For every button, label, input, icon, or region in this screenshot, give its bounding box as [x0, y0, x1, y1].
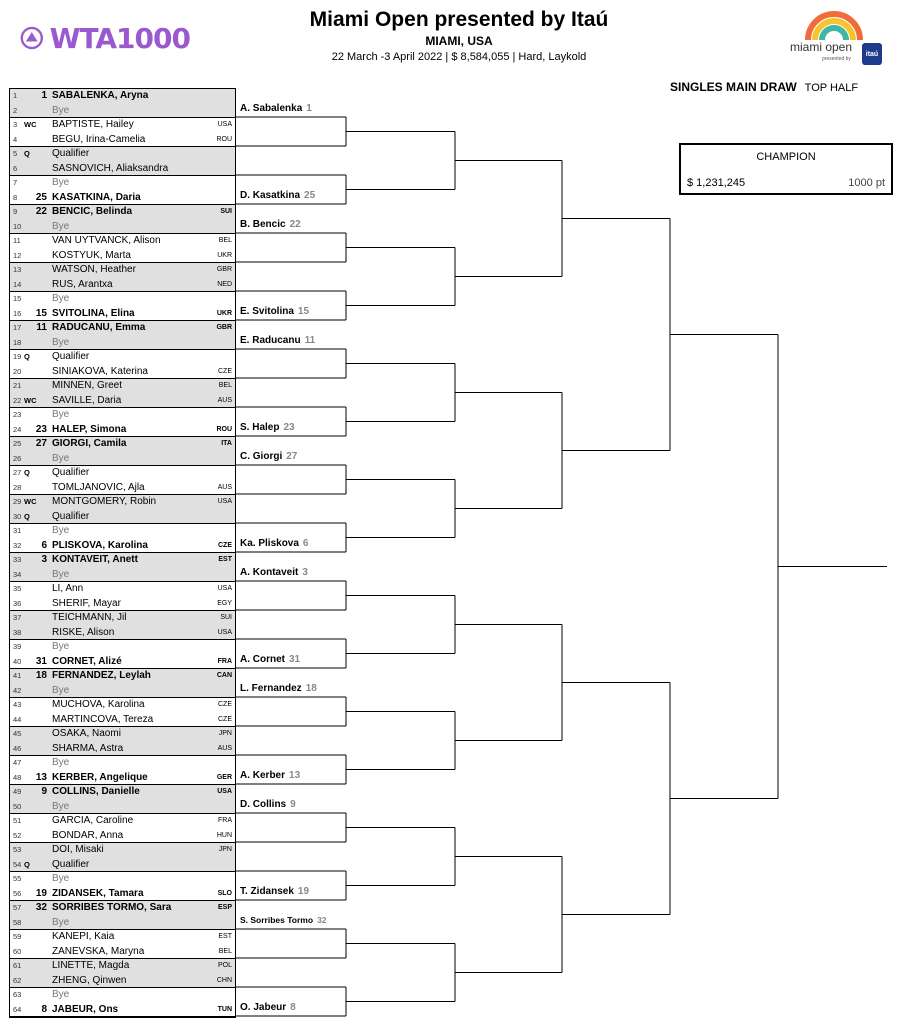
seed-number: 19	[35, 887, 47, 899]
draw-position: 36	[13, 598, 22, 608]
player-name: PLISKOVA, Karolina	[52, 539, 148, 551]
round2-player	[240, 190, 315, 201]
country-code: FRA	[217, 657, 232, 665]
draw-position: 59	[13, 932, 22, 941]
player-name: Bye	[52, 293, 70, 304]
champion-prize: $ 1,231,245	[687, 177, 746, 189]
country-code: TUN	[217, 1005, 232, 1013]
player-name: SABALENKA, Aryna	[52, 90, 149, 101]
player-name: COLLINS, Danielle	[52, 786, 140, 797]
country-code: ROU	[216, 135, 232, 143]
draw-position: 18	[13, 337, 22, 347]
player-name: MINNEN, Greet	[52, 380, 123, 391]
draw-position: 61	[13, 961, 22, 970]
player-name: Bye	[52, 220, 70, 232]
champion-title: CHAMPION	[756, 151, 816, 163]
seed-number: 1	[41, 90, 47, 101]
player-name: BENCIC, Belinda	[52, 206, 133, 217]
country-code: BEL	[218, 382, 232, 389]
round2-player	[240, 799, 296, 810]
seed-number: 8	[41, 1003, 47, 1015]
draw-position: 30	[13, 511, 22, 521]
round2-seed: 3	[302, 567, 308, 578]
player-name: SVITOLINA, Elina	[52, 307, 135, 319]
draw-position: 6	[13, 163, 18, 173]
draw-position: 31	[13, 526, 22, 535]
draw-position: 26	[13, 453, 22, 463]
draw-position: 32	[13, 540, 22, 550]
player-name: Bye	[52, 800, 70, 812]
round2-seed: 22	[289, 219, 301, 230]
round2-player	[240, 451, 297, 462]
round2-name: C. Giorgi	[240, 451, 283, 462]
round2-player	[240, 422, 295, 433]
round2-name: A. Kontaveit	[240, 567, 299, 578]
draw-position: 1	[13, 91, 18, 100]
player-name: BEGU, Irina-Camelia	[52, 133, 146, 145]
round2-player	[240, 219, 301, 230]
draw-position: 53	[13, 845, 22, 854]
round2-seed: 31	[289, 654, 301, 665]
draw-position: 37	[13, 613, 22, 622]
player-name: Bye	[52, 989, 70, 1000]
entry-status: Q	[24, 511, 30, 521]
draw-position: 35	[13, 584, 22, 593]
country-code: USA	[217, 121, 232, 128]
player-name: MUCHOVA, Karolina	[52, 699, 145, 710]
draw-subtitle: TOP HALF	[804, 82, 859, 94]
draw-position: 14	[13, 279, 22, 289]
draw-position: 29	[13, 497, 22, 506]
draw-position: 4	[13, 134, 18, 144]
player-name: DOI, Misaki	[52, 844, 104, 855]
draw-position: 56	[13, 888, 22, 898]
round2-seed: 9	[290, 799, 296, 810]
round2-name: D. Kasatkina	[240, 190, 301, 201]
country-code: AUS	[217, 744, 232, 752]
round2-name: S. Sorribes Tormo	[240, 915, 314, 925]
draw-position: 19	[13, 352, 22, 361]
country-code: EGY	[217, 599, 232, 607]
round2-seed: 13	[289, 770, 301, 781]
country-code: JPN	[218, 846, 232, 853]
player-name: BAPTISTE, Hailey	[52, 119, 134, 130]
draw-position: 57	[13, 903, 22, 912]
draw-position: 47	[13, 758, 22, 767]
round2-player	[240, 335, 315, 346]
tournament-info: 22 March -3 April 2022 | $ 8,584,055 | Hard, Laykold	[331, 51, 587, 63]
entry-status: Q	[24, 149, 30, 158]
country-code: GER	[216, 773, 232, 781]
draw-position: 10	[13, 221, 22, 231]
country-code: UKR	[216, 309, 232, 317]
round2-name: B. Bencic	[240, 219, 286, 230]
country-code: BEL	[218, 947, 232, 955]
draw-position: 16	[13, 308, 22, 318]
player-name: MARTINCOVA, Tereza	[52, 713, 154, 725]
draw-position: 20	[13, 366, 22, 376]
country-code: AUS	[217, 396, 232, 404]
round2-player	[240, 886, 309, 897]
player-name: SASNOVICH, Aliaksandra	[52, 162, 169, 174]
round2-name: A. Sabalenka	[240, 103, 303, 114]
player-name: TOMLJANOVIC, Ajla	[52, 481, 145, 493]
round2-player	[240, 654, 300, 665]
country-code: FRA	[218, 817, 232, 824]
player-name: RISKE, Alison	[52, 626, 115, 638]
round2-player	[240, 770, 300, 781]
player-name: KASATKINA, Daria	[52, 191, 141, 203]
seed-number: 6	[41, 539, 47, 551]
draw-position: 54	[13, 859, 22, 869]
draw-position: 44	[13, 714, 22, 724]
draw-position: 22	[13, 395, 22, 405]
player-name: SHARMA, Astra	[52, 742, 124, 754]
wta-logo-text: WTA1000	[49, 21, 190, 55]
draw-title: SINGLES MAIN DRAW	[670, 80, 797, 94]
player-name: TEICHMANN, Jil	[52, 612, 127, 623]
player-name: GARCIA, Caroline	[52, 815, 134, 826]
player-name: LINETTE, Magda	[52, 960, 130, 971]
draw-position: 45	[13, 729, 22, 738]
seed-number: 15	[35, 307, 47, 319]
country-code: POL	[217, 962, 232, 969]
player-name: GIORGI, Camila	[52, 438, 127, 449]
country-code: ITA	[221, 440, 232, 447]
seed-number: 9	[41, 786, 47, 797]
player-name: Bye	[52, 452, 70, 464]
draw-position: 60	[13, 946, 22, 956]
player-name: Bye	[52, 757, 70, 768]
round2-player	[240, 306, 309, 317]
country-code: CZE	[218, 701, 232, 708]
round2-player	[240, 1002, 296, 1013]
player-name: SINIAKOVA, Katerina	[52, 365, 148, 377]
round2-seed: 27	[286, 451, 298, 462]
player-name: SAVILLE, Daria	[52, 394, 122, 406]
player-name: ZANEVSKA, Maryna	[52, 945, 145, 957]
draw-position: 25	[13, 439, 22, 448]
player-name: Bye	[52, 873, 70, 884]
player-name: Bye	[52, 641, 70, 652]
country-code: SUI	[220, 614, 232, 621]
player-name: RUS, Arantxa	[52, 278, 113, 290]
country-code: CZE	[218, 367, 232, 375]
player-name: Bye	[52, 684, 70, 696]
player-name: KANEPI, Kaia	[52, 931, 115, 942]
country-code: ESP	[217, 904, 232, 911]
entry-status: Q	[24, 468, 30, 477]
draw-position: 40	[13, 656, 22, 666]
entry-status: Q	[24, 859, 30, 869]
player-name: Qualifier	[52, 351, 90, 362]
player-name: VAN UYTVANCK, Alison	[52, 235, 161, 246]
draw-position: 46	[13, 743, 22, 753]
player-name: CORNET, Alizé	[52, 655, 122, 667]
player-name: WATSON, Heather	[52, 264, 136, 275]
draw-position: 51	[13, 816, 22, 825]
round2-seed: 25	[304, 190, 316, 201]
draw-position: 58	[13, 917, 22, 927]
country-code: GBR	[216, 266, 232, 273]
tournament-title: Miami Open presented by Itaú	[309, 8, 609, 31]
player-name: MONTGOMERY, Robin	[52, 496, 157, 507]
player-name: LI, Ann	[52, 583, 84, 594]
country-code: SLO	[217, 889, 232, 897]
entry-status: WC	[24, 497, 37, 506]
draw-position: 49	[13, 787, 22, 796]
round2-seed: 6	[302, 538, 309, 549]
draw-position: 28	[13, 482, 22, 492]
draw-position: 2	[13, 105, 18, 115]
draw-position: 17	[13, 323, 22, 332]
round2-name: E. Raducanu	[240, 335, 301, 346]
draw-position: 7	[13, 178, 18, 187]
draw-position: 42	[13, 685, 22, 695]
country-code: CZE	[218, 541, 232, 549]
draw-position: 8	[13, 192, 18, 202]
draw-position: 43	[13, 700, 22, 709]
country-code: NED	[217, 280, 232, 288]
round2-seed: 23	[283, 422, 295, 433]
seed-number: 23	[35, 423, 47, 435]
player-name: Qualifier	[52, 467, 90, 478]
country-code: GBR	[216, 324, 232, 331]
seed-number: 11	[36, 322, 47, 333]
round2-seed: 19	[297, 886, 310, 897]
country-code: USA	[217, 498, 232, 505]
player-name: KONTAVEIT, Anett	[52, 554, 138, 565]
country-code: SUI	[220, 208, 232, 215]
round2-player	[240, 538, 308, 549]
player-name: Bye	[52, 525, 70, 536]
seed-number: 31	[35, 655, 47, 667]
champion-points: 1000 pt	[848, 177, 885, 189]
draw-position: 55	[13, 874, 22, 883]
round2-name: A. Cornet	[240, 654, 285, 665]
draw-position: 48	[13, 772, 22, 782]
country-code: CAN	[216, 672, 232, 679]
player-name: Qualifier	[52, 148, 90, 159]
miami-presented-text: presented by	[822, 56, 851, 62]
country-code: USA	[217, 788, 232, 795]
country-code: USA	[217, 628, 232, 636]
country-code: ROU	[216, 425, 232, 433]
round2-seed: 32	[317, 915, 327, 925]
player-name: RADUCANU, Emma	[52, 322, 146, 333]
draw-position: 24	[13, 424, 22, 434]
seed-number: 18	[35, 670, 47, 681]
round2-name: E. Svitolina	[240, 306, 294, 317]
round2-player	[240, 567, 308, 578]
round2-name: L. Fernandez	[240, 683, 302, 694]
round2-seed: 11	[304, 335, 316, 346]
round2-seed: 15	[297, 306, 310, 317]
player-name: FERNANDEZ, Leylah	[52, 670, 151, 681]
draw-position: 33	[13, 555, 22, 564]
player-name: Bye	[52, 336, 70, 348]
draw-position: 5	[13, 149, 18, 158]
player-name: Bye	[52, 104, 70, 116]
country-code: AUS	[217, 483, 232, 491]
tournament-city: MIAMI, USA	[425, 34, 493, 48]
country-code: CHN	[216, 976, 232, 984]
player-name: KERBER, Angelique	[52, 771, 148, 783]
country-code: USA	[217, 585, 232, 592]
entry-status: Q	[24, 352, 30, 361]
country-code: UKR	[217, 251, 232, 259]
draw-position: 21	[13, 381, 22, 390]
player-name: Bye	[52, 568, 70, 580]
draw-position: 62	[13, 975, 22, 985]
country-code: EST	[218, 933, 232, 940]
draw-position: 52	[13, 830, 22, 840]
draw-position: 3	[13, 120, 18, 129]
country-code: CZE	[218, 715, 232, 723]
round2-seed: 8	[290, 1002, 296, 1013]
round2-player	[240, 683, 317, 694]
round2-seed: 18	[305, 683, 317, 694]
country-code: HUN	[216, 831, 232, 839]
player-name: SORRIBES TORMO, Sara	[52, 902, 172, 913]
country-code: BEL	[218, 237, 232, 244]
seed-number: 25	[35, 191, 47, 203]
round2-name: D. Collins	[240, 799, 287, 810]
seed-number: 3	[41, 554, 47, 565]
player-name: OSAKA, Naomi	[52, 728, 121, 739]
country-code: JPN	[218, 730, 232, 737]
draw-position: 50	[13, 801, 22, 811]
seed-number: 32	[35, 902, 47, 913]
player-name: Qualifier	[52, 858, 90, 870]
player-name: SHERIF, Mayar	[52, 597, 121, 609]
round2-name: T. Zidansek	[240, 886, 294, 897]
round2-seed: 1	[306, 103, 312, 114]
country-code: EST	[218, 556, 232, 563]
draw-position: 64	[13, 1004, 22, 1014]
player-name: ZIDANSEK, Tamara	[52, 887, 144, 899]
draw-position: 39	[13, 642, 22, 651]
draw-position: 38	[13, 627, 22, 637]
draw-position: 9	[13, 207, 18, 216]
player-name: HALEP, Simona	[52, 423, 127, 435]
player-name: Bye	[52, 177, 70, 188]
draw-position: 63	[13, 990, 22, 999]
round2-name: O. Jabeur	[240, 1002, 287, 1013]
round2-name: S. Halep	[240, 422, 280, 433]
player-name: JABEUR, Ons	[52, 1003, 119, 1015]
draw-position: 12	[13, 250, 22, 260]
draw-position: 41	[13, 671, 22, 680]
round2-name: Ka. Pliskova	[240, 538, 299, 549]
seed-number: 22	[35, 206, 47, 217]
player-name: Qualifier	[52, 510, 90, 522]
round2-player	[240, 103, 312, 114]
miami-open-text: miami open	[790, 40, 853, 54]
entry-status: WC	[24, 120, 37, 129]
draw-position: 13	[13, 265, 22, 274]
draw-position: 27	[13, 468, 22, 477]
entry-status: WC	[24, 395, 37, 405]
itau-logo: itaú	[862, 43, 882, 65]
draw-position: 34	[13, 569, 22, 579]
seed-number: 13	[35, 771, 47, 783]
player-name: Bye	[52, 916, 70, 928]
round2-name: A. Kerber	[240, 770, 286, 781]
seed-number: 27	[35, 438, 47, 449]
player-name: Bye	[52, 409, 70, 420]
draw-position: 23	[13, 410, 22, 419]
round2-player	[240, 915, 327, 925]
player-name: KOSTYUK, Marta	[52, 249, 131, 261]
draw-position: 15	[13, 294, 22, 303]
player-name: BONDAR, Anna	[52, 829, 124, 841]
player-name: ZHENG, Qinwen	[52, 974, 127, 986]
draw-position: 11	[13, 236, 21, 245]
